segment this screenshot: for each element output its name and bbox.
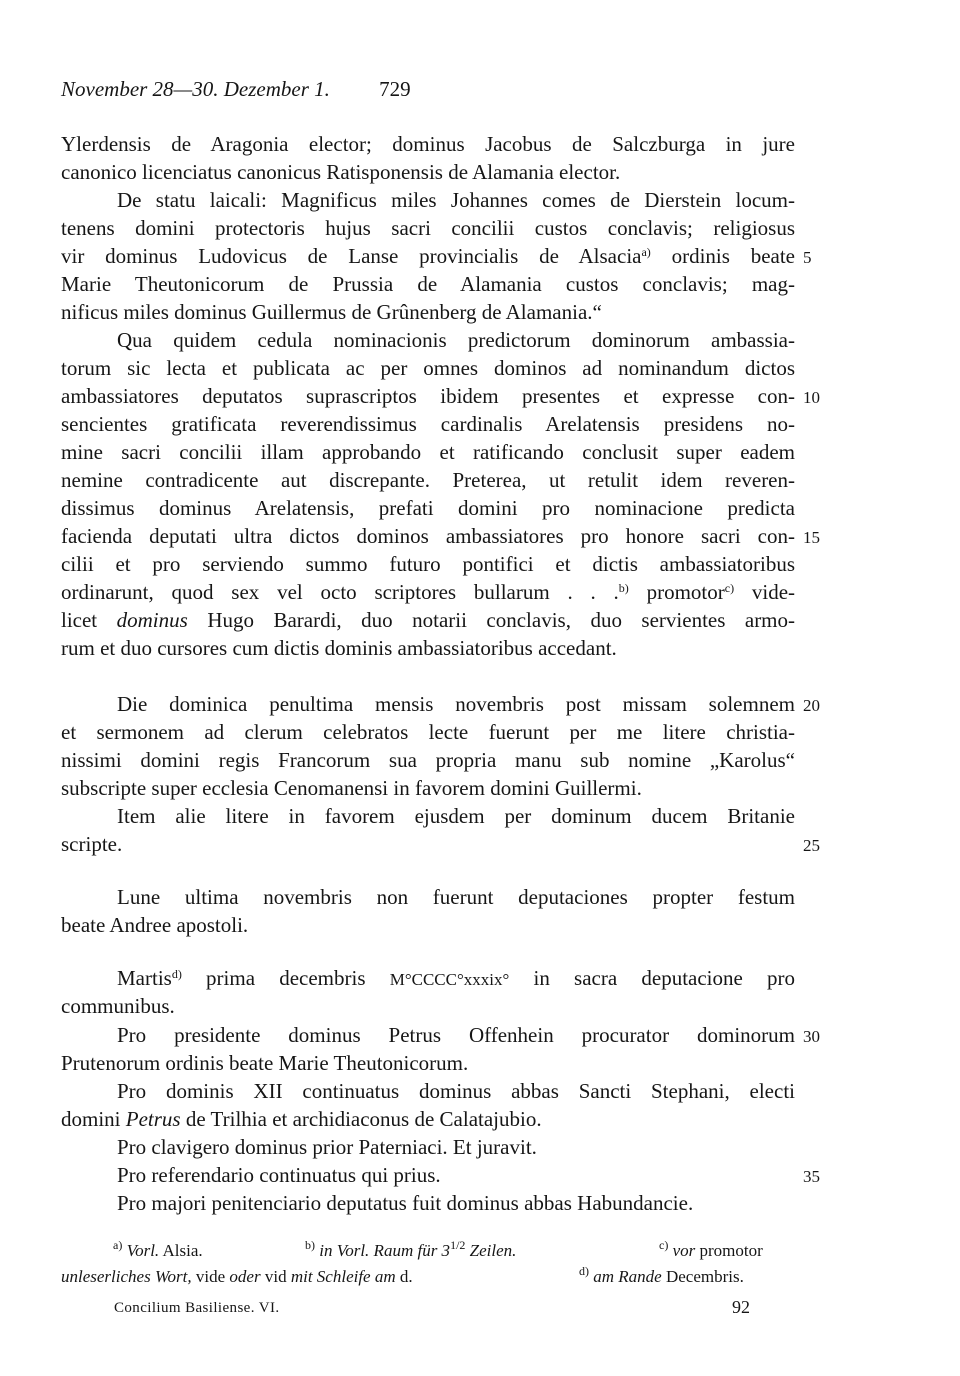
text-line: Pro dominis XII continuatus dominus abbas Sancti Stephani, electi [117, 1079, 795, 1103]
text-line: ambassiatores deputatos suprascriptos ibidem presentes et expresse con- [61, 384, 795, 408]
running-header [61, 74, 411, 104]
text-line: Pro majori penitenciario deputatus fuit dominus abbas Habundancie. [117, 1191, 694, 1215]
signature-mark: 92 [732, 1297, 750, 1317]
running-title: November 28—30. Dezember 1. [61, 77, 330, 101]
text-line: canonico licenciatus canonicus Ratisponensis de Alamania elector. [61, 160, 621, 184]
text-line: Die dominica penultima mensis novembris post missam solemnem [117, 692, 795, 716]
text-line: ordinarunt, quod sex vel octo scriptores bullarum . . .$^{b)}$ promotor$^{c)}$ vide- [61, 580, 796, 604]
text-line: Pro presidente dominus Petrus Offenhein procurator dominorum [117, 1023, 795, 1047]
line-number: 10 [803, 388, 820, 407]
text-line: cilii et pro serviendo summo futuro pontifici et dictis ambassiatoribus [61, 552, 795, 576]
text-line: Martis$^{d)}$ prima decembris M°CCCC°xxxix° in sacra deputacione pro [117, 966, 796, 990]
note-mark: b) [618, 581, 629, 595]
line-number: 5 [803, 248, 812, 267]
text-line: Prutenorum ordinis beate Marie Theutonicorum. [61, 1051, 469, 1075]
note-mark: a) [641, 245, 651, 259]
text-line: Ylerdensis de Aragonia elector; dominus Jacobus de Salczburga in jure [61, 132, 795, 156]
line-number: 15 [803, 528, 820, 547]
text-line: torum sic lecta et publicata ac per omnes dominos ad nominandum dictos [61, 356, 795, 380]
text-line: Item alie litere in favorem ejusdem per dominum ducem Britanie [117, 804, 795, 828]
text-line: vir dominus Ludovicus de Lanse provincialis de Alsacia$^{a)}$ ordinis beate [61, 244, 795, 268]
line-number: 25 [803, 836, 820, 855]
text-line: beate Andree apostoli. [61, 913, 249, 937]
footnote-d: $^{d)}$ am Rande Decembris. [579, 1264, 744, 1286]
footnote-line [61, 1238, 795, 1264]
text-line: Qua quidem cedula nominacionis predictorum dominorum ambassia- [117, 328, 795, 352]
line-number: 35 [803, 1167, 820, 1186]
text-line: Pro referendario continuatus qui prius. [117, 1163, 441, 1187]
text-line: Pro clavigero dominus prior Paterniaci. Et juravit. [117, 1135, 537, 1159]
line-number: 30 [803, 1027, 820, 1046]
text-line: mine sacri concilii illam approbando et ratificando conclusit super eadem [61, 440, 795, 464]
note-mark: c) [724, 581, 735, 595]
text-line: rum et duo cursores cum dictis dominis ambassiatoribus accedant. [61, 636, 617, 660]
text-line: communibus. [61, 994, 175, 1018]
line-number: 20 [803, 696, 820, 715]
footnote-line [61, 1264, 795, 1290]
text-line: Marie Theutonicorum de Prussia de Alamania custos conclavis; mag- [61, 272, 795, 296]
text-line: facienda deputati ultra dictos dominos ambassiatores pro honore sacri con- [61, 524, 795, 548]
footnote-b: $^{b)}$ in Vorl. Raum für $3^{1/2}$ Zeilen. [305, 1238, 517, 1260]
text-line: De statu laicali: Magnificus miles Johannes comes de Dierstein locum- [117, 188, 795, 212]
text-line: sencientes gratificata reverendissimus cardinalis Arelatensis presidens no- [61, 412, 795, 436]
note-mark: d) [171, 967, 182, 981]
text-line: licet dominus Hugo Barardi, duo notarii conclavis, duo servientes armo- [61, 608, 796, 632]
text-line: nificus miles dominus Guillermus de Grûnenberg de Alamania.“ [61, 300, 602, 324]
footnote-c-cont: unleserliches Wort, vide oder vid mit Schleife am d. [61, 1267, 413, 1286]
text-line: nissimi domini regis Francorum sua propria manu sub nomine „Karolus“ [61, 748, 795, 772]
page-number: 729 [379, 77, 411, 101]
text-line: tenens domini protectoris hujus sacri concilii custos conclavis; religiosus [61, 216, 795, 240]
footnote-c: $^{c)}$ vor promotor [659, 1238, 763, 1260]
text-line: et sermonem ad clerum celebratos lecte fuerunt per me litere christia- [61, 720, 795, 744]
text-line: Lune ultima novembris non fuerunt deputaciones propter festum [117, 885, 795, 909]
source-line: Concilium Basiliense. VI. [114, 1300, 280, 1316]
text-line: domini Petrus de Trilhia et archidiaconus de Calatajubio. [61, 1107, 542, 1131]
text-line: nemine contradicente aut discrepante. Preterea, ut retulit idem reveren- [61, 468, 795, 492]
text-line: scripte. [61, 832, 123, 856]
footnote-a: $^{a)}$ Vorl. Alsia. [113, 1238, 203, 1260]
text-line: dissimus dominus Arelatensis, prefati domini pro nominacione predicta [61, 496, 795, 520]
text-line: subscripte super ecclesia Cenomanensi in favorem domini Guillermi. [61, 776, 642, 800]
